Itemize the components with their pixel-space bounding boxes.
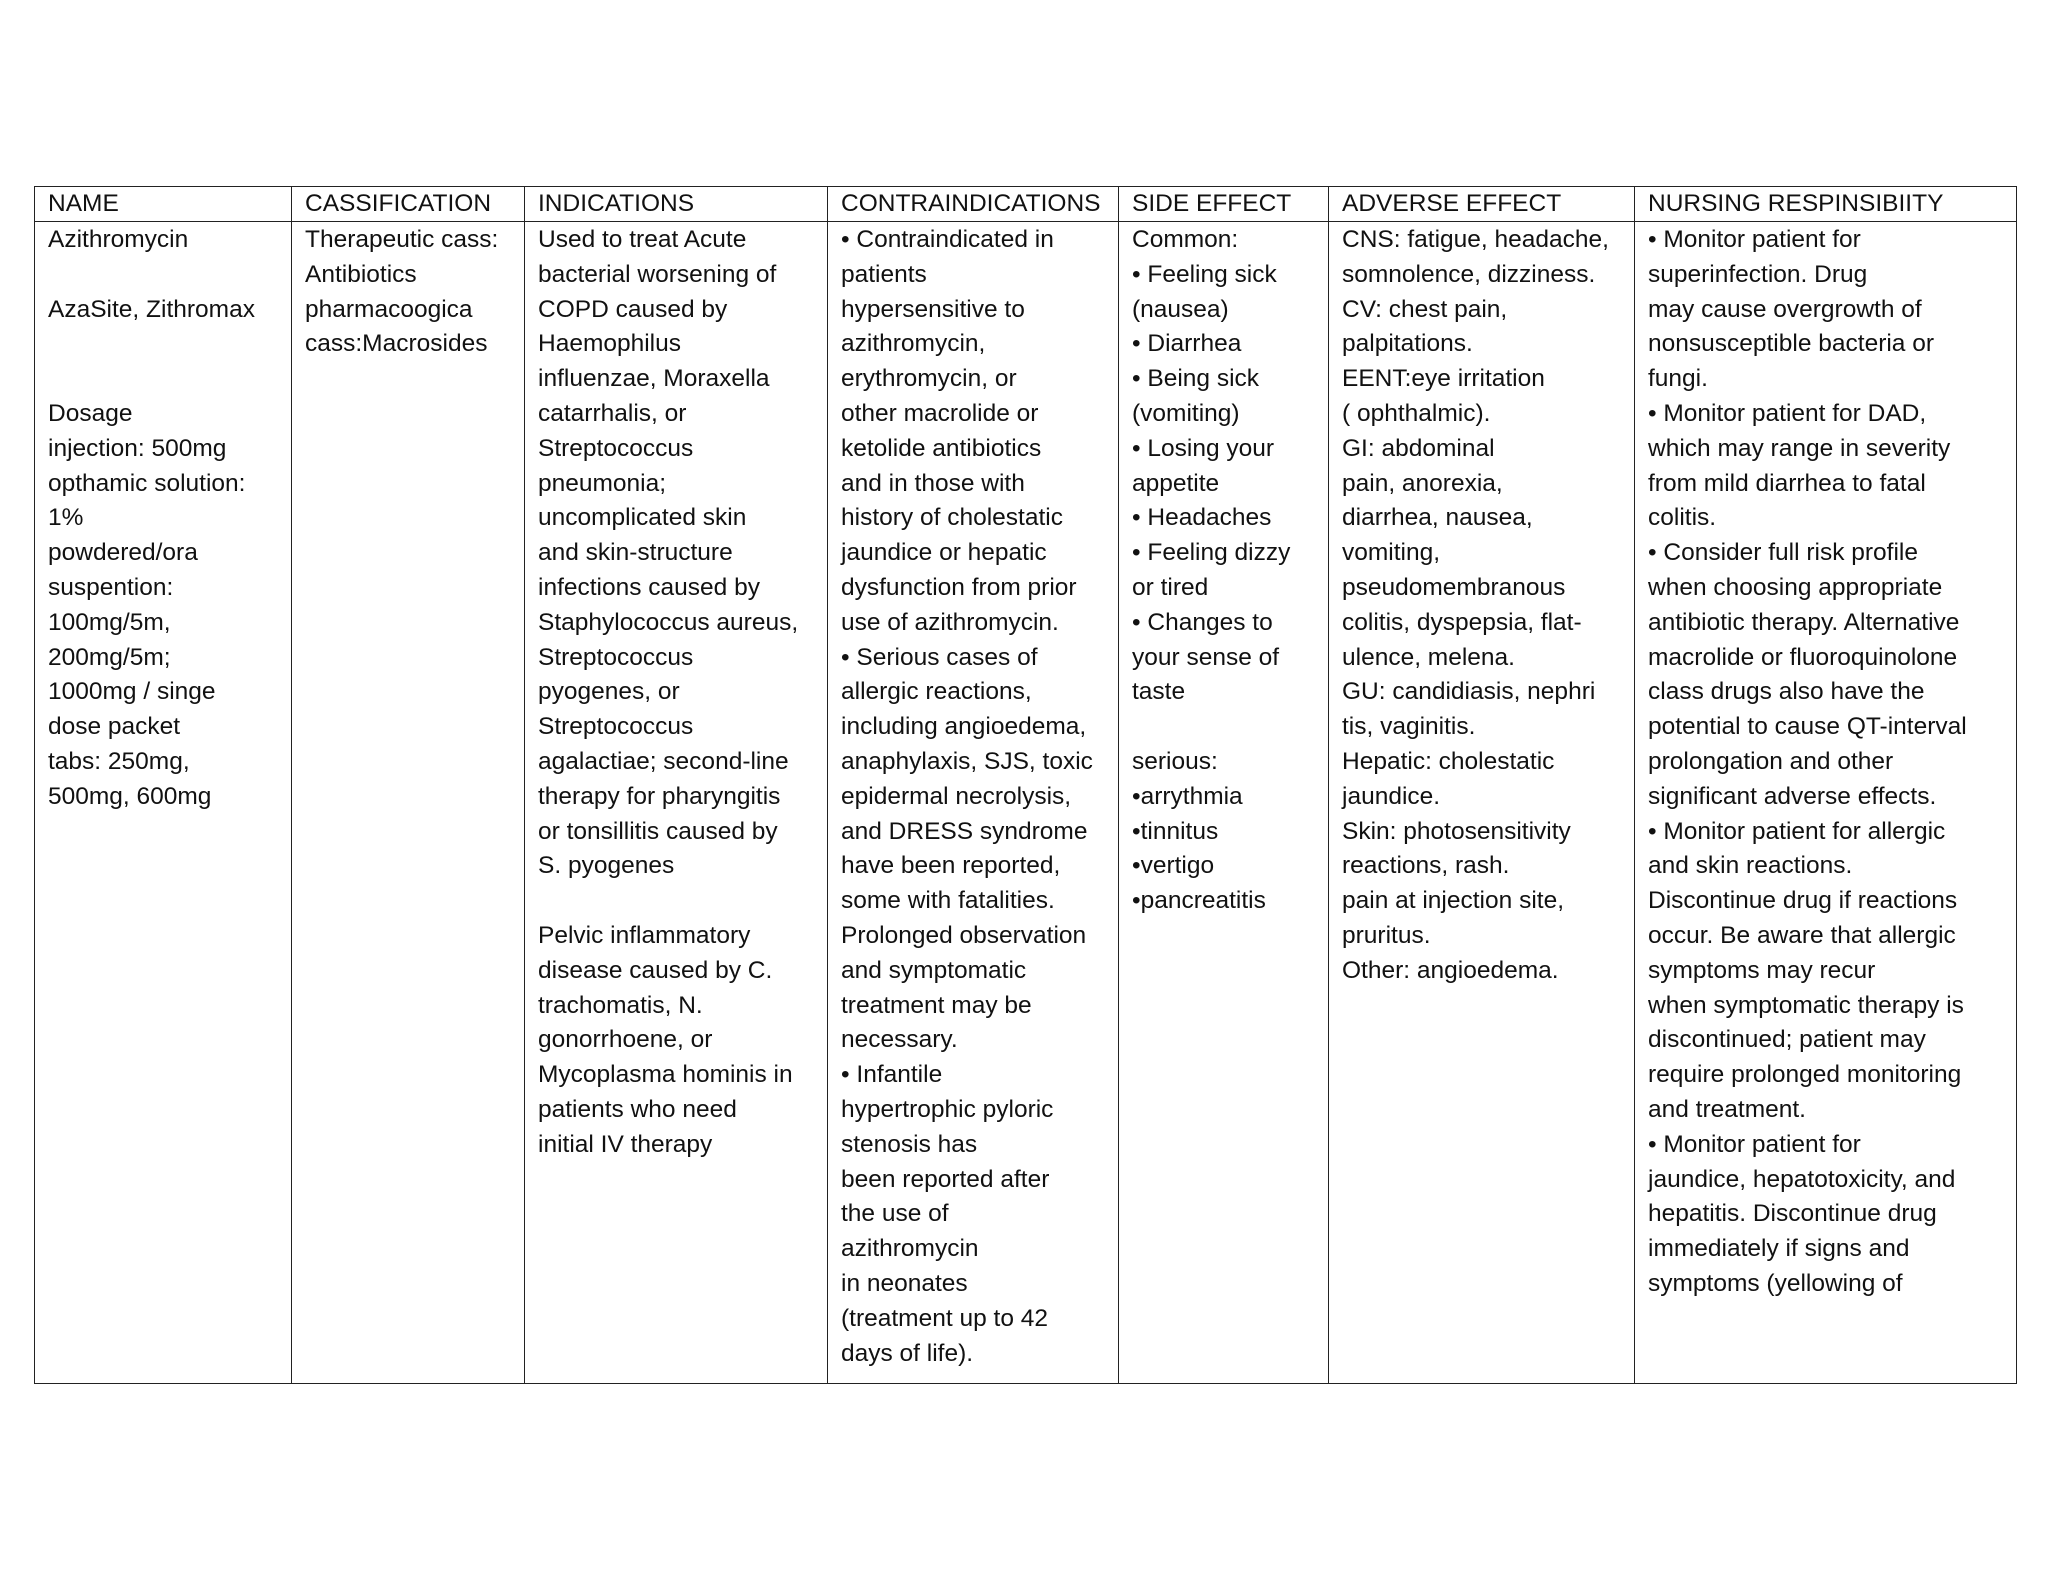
header-contraindications: CONTRAINDICATIONS [828, 187, 1119, 222]
cell-drug-name-and-dosage: Azithromycin AzaSite, Zithromax Dosage injection: 500mg opthamic solution: 1% powdered/ora suspention: 100mg/5m, 200mg/5m; 1000mg / singe dose packet tabs: 250mg, 500mg, 600mg [35, 222, 292, 1384]
header-adverse-effect: ADVERSE EFFECT [1329, 187, 1635, 222]
header-side-effect: SIDE EFFECT [1119, 187, 1329, 222]
table-header-row [35, 187, 2017, 222]
cell-adverse-effect: CNS: fatigue, headache, somnolence, dizziness. CV: chest pain, palpitations. EENT:eye irritation ( ophthalmic). GI: abdominal pain, anorexia, diarrhea, nausea, vomiting, pseudomembranous colitis, dyspepsia, flat- ulence, melena. GU: candidiasis, nephri tis, vaginitis. Hepatic: cholestatic jaundice. Skin: photosensitivity reactions, rash. pain at injection site, pruritus. Other: angioedema. [1329, 222, 1635, 1384]
cell-nursing-responsibility: • Monitor patient for superinfection. Drug may cause overgrowth of nonsusceptible bacteria or fungi. • Monitor patient for DAD, which may range in severity from mild diarrhea to fatal colitis. • Consider full risk profile when choosing appropriate antibiotic therapy. Alternative macrolide or fluoroquinolone class drugs also have the potential to cause QT-interval prolongation and other significant adverse effects. • Monitor patient for allergic and skin reactions. Discontinue drug if reactions occur. Be aware that allergic symptoms may recur when symptomatic therapy is discontinued; patient may require prolonged monitoring and treatment. • Monitor patient for jaundice, hepatotoxicity, and hepatitis. Discontinue drug immediately if signs and symptoms (yellowing of [1635, 222, 2017, 1384]
cell-side-effect: Common: • Feeling sick (nausea) • Diarrhea • Being sick (vomiting) • Losing your appetite • Headaches • Feeling dizzy or tired • Changes to your sense of taste serious: •arrythmia •tinnitus •vertigo •pancreatitis [1119, 222, 1329, 1384]
drug-card-table [34, 186, 2017, 1384]
header-nursing-responsibility: NURSING RESPINSIBIITY [1635, 187, 2017, 222]
cell-classification: Therapeutic cass: Antibiotics pharmacoogica cass:Macrosides [292, 222, 525, 1384]
header-classification: CASSIFICATION [292, 187, 525, 222]
header-indications: INDICATIONS [525, 187, 828, 222]
header-name: NAME [35, 187, 292, 222]
cell-contraindications: • Contraindicated in patients hypersensitive to azithromycin, erythromycin, or other macrolide or ketolide antibiotics and in those with history of cholestatic jaundice or hepatic dysfunction from prior use of azithromycin. • Serious cases of allergic reactions, including angioedema, anaphylaxis, SJS, toxic epidermal necrolysis, and DRESS syndrome have been reported, some with fatalities. Prolonged observation and symptomatic treatment may be necessary. • Infantile hypertrophic pyloric stenosis has been reported after the use of azithromycin in neonates (treatment up to 42 days of life). [828, 222, 1119, 1384]
table-row [35, 222, 2017, 1384]
cell-indications: Used to treat Acute bacterial worsening of COPD caused by Haemophilus influenzae, Moraxella catarrhalis, or Streptococcus pneumonia; uncomplicated skin and skin-structure infections caused by Staphylococcus aureus, Streptococcus pyogenes, or Streptococcus agalactiae; second-line therapy for pharyngitis or tonsillitis caused by S. pyogenes Pelvic inflammatory disease caused by C. trachomatis, N. gonorrhoene, or Mycoplasma hominis in patients who need initial IV therapy [525, 222, 828, 1384]
